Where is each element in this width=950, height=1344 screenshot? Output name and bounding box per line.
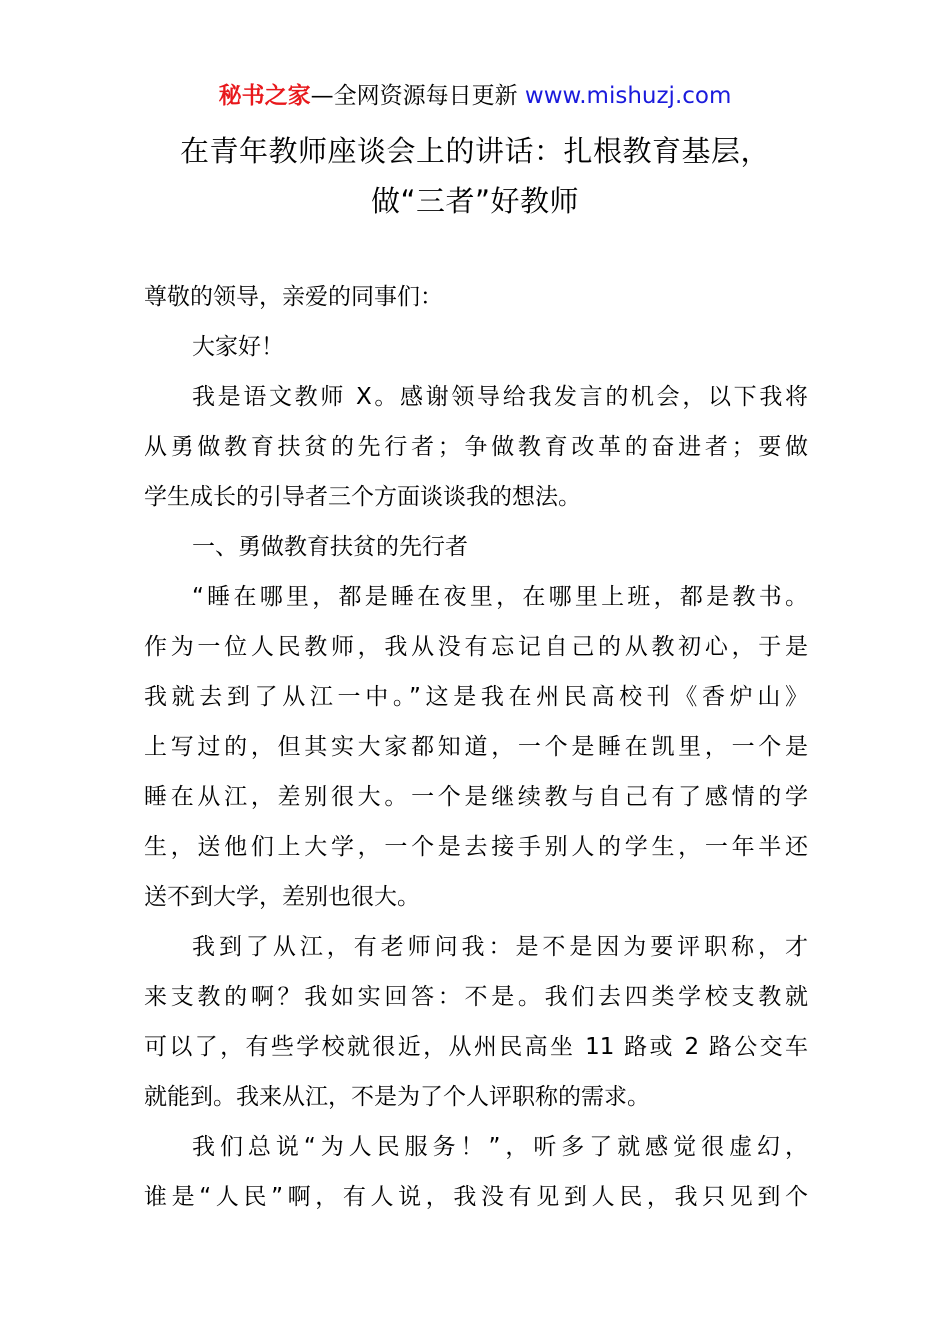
paragraph-line: 可以了，有些学校就很近，从州民高坐 11 路或 2 路公交车: [144, 1034, 808, 1060]
title-line-2: 做“三者”好教师: [370, 184, 580, 218]
paragraph-line: 就能到。我来从江，不是为了个人评职称的需求。: [144, 1084, 650, 1110]
intro-line: 我是语文教师 X。感谢领导给我发言的机会，以下我将: [192, 384, 808, 410]
intro-line: 从勇做教育扶贫的先行者；争做教育改革的奋进者；要做: [144, 434, 808, 460]
paragraph-line: 上写过的，但其实大家都知道，一个是睡在凯里，一个是: [144, 734, 808, 760]
site-tagline: —全网资源每日更新: [310, 83, 518, 109]
greeting: 大家好！: [192, 334, 284, 360]
section-heading: 一、勇做教育扶贫的先行者: [192, 534, 468, 560]
paragraph-line: 送不到大学，差别也很大。: [144, 884, 420, 910]
paragraph-line: 我们总说“为人民服务！”，听多了就感觉很虚幻，: [192, 1134, 808, 1160]
title-line-1: 在青年教师座谈会上的讲话：扎根教育基层，: [179, 134, 770, 168]
site-url[interactable]: www.mishuzj.com: [524, 83, 732, 109]
document-title: [100, 126, 850, 226]
site-header: [0, 80, 950, 112]
paragraph-line: 我就去到了从江一中。”这是我在州民高校刊《香炉山》: [144, 684, 808, 710]
paragraph-line: 谁是“人民”啊，有人说，我没有见到人民，我只见到个: [144, 1184, 808, 1210]
paragraph-line: 来支教的啊？我如实回答：不是。我们去四类学校支教就: [144, 984, 808, 1010]
document-body: [144, 272, 808, 1222]
salutation: 尊敬的领导，亲爱的同事们：: [144, 284, 443, 310]
site-brand: 秘书之家: [218, 83, 311, 109]
paragraph-line: 生，送他们上大学，一个是去接手别人的学生，一年半还: [144, 834, 808, 860]
paragraph-line: 作为一位人民教师，我从没有忘记自己的从教初心，于是: [144, 634, 808, 660]
paragraph-line: 睡在从江，差别很大。一个是继续教与自己有了感情的学: [144, 784, 808, 810]
paragraph-line: “睡在哪里，都是睡在夜里，在哪里上班，都是教书。: [192, 584, 808, 610]
paragraph-line: 我到了从江，有老师问我：是不是因为要评职称，才: [192, 934, 808, 960]
intro-line: 学生成长的引导者三个方面谈谈我的想法。: [144, 484, 581, 510]
